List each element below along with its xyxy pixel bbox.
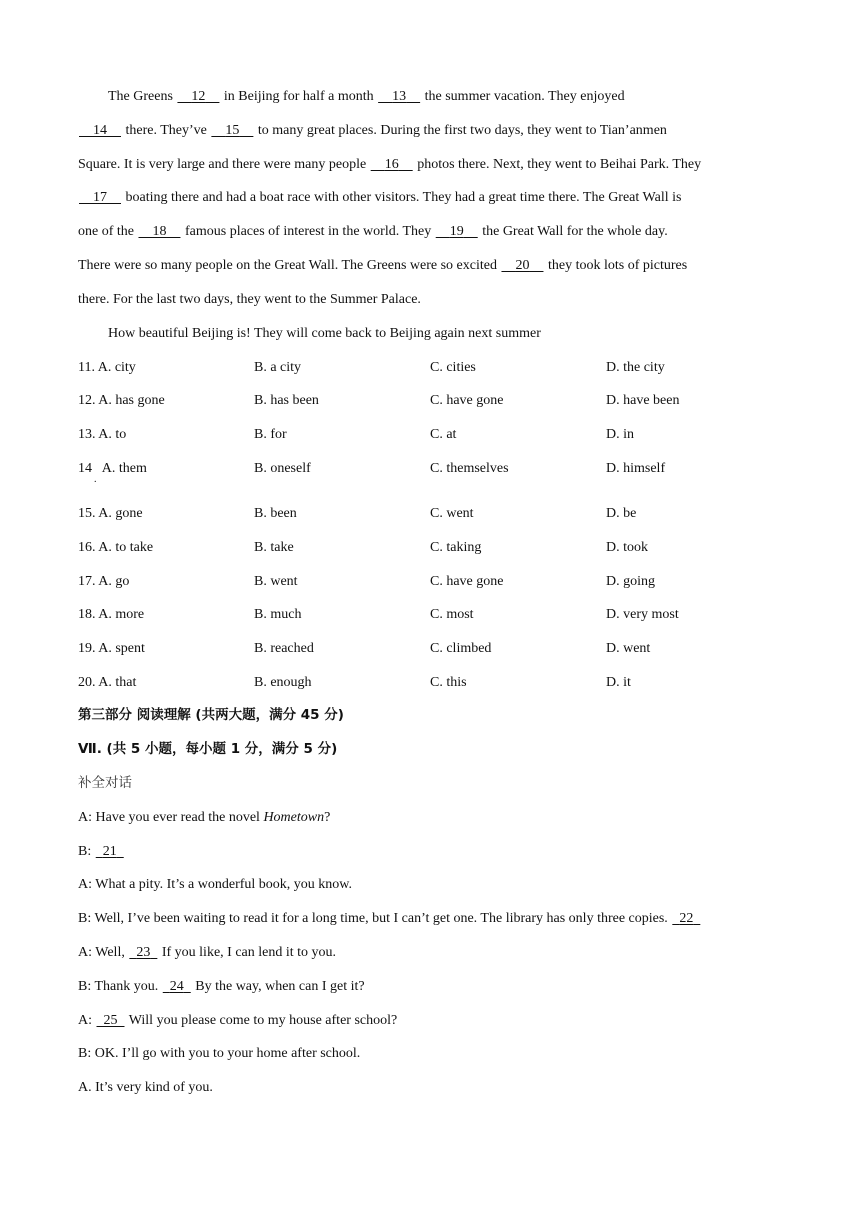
book-title: Hometown (263, 810, 325, 825)
text: Will you please come to my house after school? (125, 1013, 398, 1028)
passage-line-8: How beautiful Beijing is! They will come back to Beijing again next summer (108, 326, 541, 341)
option-a: 18. A. more (78, 607, 145, 622)
dialogue-line-5 (78, 946, 336, 960)
option-a: 14 A. them (78, 461, 147, 476)
option-d: D. in (606, 427, 634, 442)
blank-25: 25 (103, 1013, 118, 1028)
text: Square. It is very large and there were many people (78, 157, 370, 172)
dialogue-line-7 (78, 1014, 397, 1028)
text: the Great Wall for the whole day. (478, 224, 668, 239)
question-row-17 (78, 575, 778, 591)
text: the summer vacation. They enjoyed (421, 89, 625, 104)
blank-14: 14 (93, 123, 107, 138)
option-c: C. this (430, 675, 467, 690)
text: B: Well, I’ve been waiting to read it for a long time, but I can’t get one. The library has only three copies. (78, 911, 672, 926)
option-d: D. took (606, 540, 648, 555)
instruction: 补全对话 (78, 775, 132, 791)
option-c: C. most (430, 607, 474, 622)
question-row-12 (78, 394, 778, 410)
dialogue-line-1 (78, 811, 330, 825)
question-row-16 (78, 541, 778, 557)
option-d: D. the city (606, 360, 665, 375)
option-b: B. been (254, 506, 297, 521)
dialogue-line-3: A: What a pity. It’s a wonderful book, you know. (78, 877, 352, 892)
option-c: C. have gone (430, 574, 504, 589)
dialogue-line-4 (78, 912, 701, 926)
option-b: B. for (254, 427, 287, 442)
passage-line-2 (78, 124, 667, 138)
option-b: B. much (254, 607, 302, 622)
option-b: B. take (254, 540, 294, 555)
text: B: Thank you. (78, 979, 162, 994)
option-c: C. at (430, 427, 457, 442)
blank-15: 15 (225, 123, 240, 138)
text: If you like, I can lend it to you. (158, 945, 337, 960)
option-c: C. have gone (430, 393, 504, 408)
question-row-15 (78, 507, 778, 523)
dialogue-line-6 (78, 980, 365, 994)
blank-18: 18 (152, 224, 167, 239)
option-c: C. cities (430, 360, 476, 375)
option-a: 20. A. that (78, 675, 137, 690)
dialogue-line-9: A. It’s very kind of you. (78, 1080, 213, 1095)
blank-22: 22 (679, 911, 694, 926)
passage-line-6 (78, 259, 687, 273)
option-a: 15. A. gone (78, 506, 143, 521)
option-a: 17. A. go (78, 574, 130, 589)
option-d: D. it (606, 675, 631, 690)
option-d: D. be (606, 506, 637, 521)
text: to many great places. During the first two days, they went to Tian’anmen (254, 123, 667, 138)
passage-line-1 (108, 90, 625, 104)
option-d: D. going (606, 574, 655, 589)
blank-23: 23 (136, 945, 151, 960)
dialogue-line-8: B: OK. I’ll go with you to your home after school. (78, 1046, 361, 1061)
option-a: 16. A. to take (78, 540, 154, 555)
blank-17: 17 (93, 190, 107, 205)
option-a: 13. A. to (78, 427, 127, 442)
blank-12: 12 (191, 89, 206, 104)
option-c: C. taking (430, 540, 482, 555)
text: famous places of interest in the world. They (181, 224, 435, 239)
passage-line-5 (78, 225, 668, 239)
section-heading-part7: Ⅶ. (共 5 小题，每小题 1 分，满分 5 分) (78, 741, 338, 757)
option-b: B. a city (254, 360, 302, 375)
section-heading-part3: 第三部分 阅读理解 (共两大题，满分 45 分) (78, 707, 344, 723)
passage-line-3 (78, 158, 701, 172)
blank-13: 13 (392, 89, 407, 104)
option-d: D. went (606, 641, 651, 656)
blank-19: 19 (449, 224, 464, 239)
option-a: 11. A. city (78, 360, 136, 375)
blank-24: 24 (169, 979, 184, 994)
blank-21: 21 (102, 844, 117, 859)
text: By the way, when can I get it? (191, 979, 365, 994)
text: A: (78, 1013, 96, 1028)
option-a: 12. A. has gone (78, 393, 165, 408)
option-c: C. went (430, 506, 474, 521)
text: There were so many people on the Great Wall. The Greens were so excited (78, 258, 501, 273)
text: B: (78, 844, 95, 859)
option-b: B. went (254, 574, 298, 589)
question-row-19 (78, 642, 778, 658)
option-c: C. climbed (430, 641, 492, 656)
option-c: C. themselves (430, 461, 509, 476)
blank-20: 20 (515, 258, 530, 273)
text: photos there. Next, they went to Beihai Park. They (413, 157, 702, 172)
stray-dot: . (94, 474, 97, 485)
option-a: 19. A. spent (78, 641, 145, 656)
text: there. They’ve (122, 123, 211, 138)
text: ? (324, 810, 331, 825)
text: they took lots of pictures (544, 258, 688, 273)
text: A: Well, (78, 945, 129, 960)
option-d: D. have been (606, 393, 680, 408)
question-row-18 (78, 608, 778, 624)
text: in Beijing for half a month (220, 89, 378, 104)
passage-line-7: there. For the last two days, they went to the Summer Palace. (78, 292, 421, 307)
question-row-14 (78, 462, 778, 478)
text: one of the (78, 224, 138, 239)
dialogue-line-2 (78, 845, 125, 859)
option-b: B. enough (254, 675, 312, 690)
question-row-13 (78, 428, 778, 444)
option-b: B. oneself (254, 461, 311, 476)
option-b: B. reached (254, 641, 314, 656)
passage-line-4 (78, 191, 681, 205)
blank-16: 16 (384, 157, 399, 172)
option-d: D. himself (606, 461, 666, 476)
question-row-20 (78, 676, 778, 692)
text: boating there and had a boat race with other visitors. They had a great time there. The Great Wall is (122, 190, 682, 205)
option-d: D. very most (606, 607, 679, 622)
option-b: B. has been (254, 393, 319, 408)
question-row-11 (78, 361, 778, 377)
text: The Greens (108, 89, 177, 104)
text: A: Have you ever read the novel (78, 810, 264, 825)
